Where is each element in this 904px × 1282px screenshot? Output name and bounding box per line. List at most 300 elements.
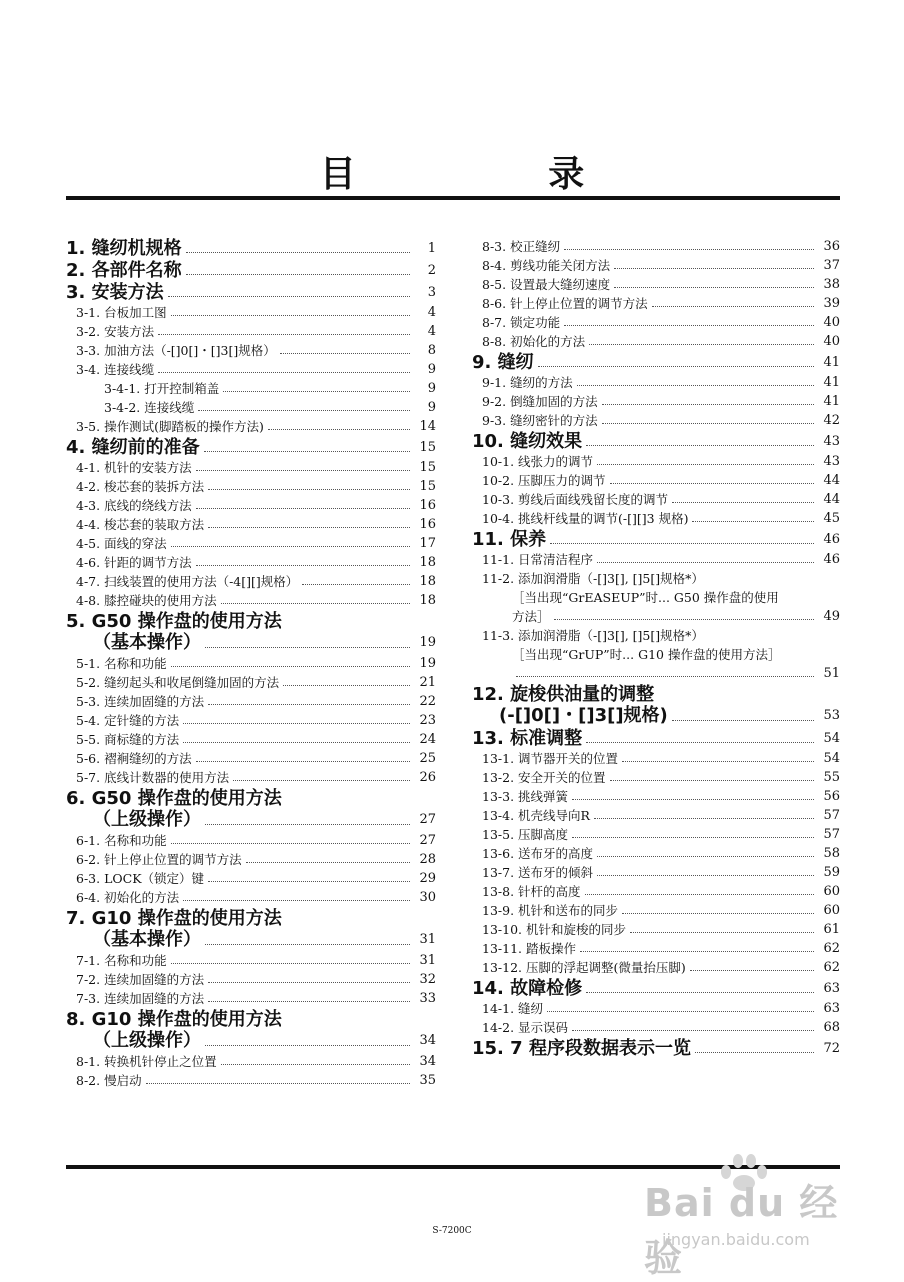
toc-entry-title: 6. G50 操作盘的使用方法 (66, 788, 282, 809)
toc-entry-title: 7-3. 连续加固缝的方法 (76, 991, 205, 1006)
toc-entry-title: 13-5. 压脚高度 (482, 827, 569, 842)
toc-entry-page: 27 (419, 833, 436, 848)
leader-dots (168, 296, 410, 297)
leader-dots (550, 543, 814, 544)
toc-entry-page: 4 (427, 324, 436, 339)
toc-entry-page: 58 (823, 846, 840, 861)
toc-entry-page: 51 (823, 666, 840, 681)
toc-entry (66, 692, 436, 711)
toc-entry (472, 863, 840, 882)
toc-entry-title: 13. 标准调整 (472, 728, 583, 749)
toc-entry-title: 3-1. 台板加工图 (76, 305, 167, 320)
leader-dots (221, 1064, 410, 1065)
toc-entry-title: 14-1. 缝纫 (482, 1001, 544, 1016)
leader-dots (158, 334, 410, 335)
toc-entry (472, 332, 840, 351)
toc-entry (472, 607, 840, 626)
toc-entry (66, 909, 436, 929)
toc-entry-title: 13-3. 挑线弹簧 (482, 789, 569, 804)
leader-dots (586, 742, 814, 743)
toc-entry (472, 901, 840, 920)
toc-entry-title: ［当出现“GrEASEUP”时... G50 操作盘的使用 (512, 590, 779, 605)
toc-entry (472, 373, 840, 392)
toc-entry-title: 3-3. 加油方法（-[]0[]・[]3[]规格） (76, 343, 276, 358)
toc-entry-page: 43 (823, 434, 840, 449)
toc-entry-page: 9 (427, 400, 436, 415)
toc-entry-page: 29 (419, 871, 436, 886)
toc-entry-page: 61 (823, 922, 840, 937)
toc-entry (472, 452, 840, 471)
toc-entry-page: 57 (823, 827, 840, 842)
leader-dots (602, 404, 814, 405)
toc-entry-page: 15 (419, 460, 436, 475)
toc-entry-page: 4 (427, 305, 436, 320)
toc-entry-page: 44 (823, 492, 840, 507)
leader-dots (564, 249, 814, 250)
toc-entry-page: 68 (823, 1020, 840, 1035)
toc-entry (472, 626, 840, 645)
toc-entry (472, 569, 840, 588)
toc-entry-title: 14. 故障检修 (472, 978, 583, 999)
leader-dots (205, 1045, 410, 1046)
toc-entry-title: 10-2. 压脚压力的调节 (482, 473, 606, 488)
toc-entry-page: 46 (823, 532, 840, 547)
toc-entry (472, 294, 840, 313)
toc-entry (472, 353, 840, 373)
leader-dots (614, 287, 814, 288)
toc-entry (66, 534, 436, 553)
toc-entry-title: （基本操作） (93, 929, 201, 950)
toc-entry (66, 572, 436, 591)
toc-entry-title: (-[]0[]・[]3[]规格) (499, 705, 668, 726)
toc-entry-title: 3-2. 安装方法 (76, 324, 155, 339)
toc-entry (472, 705, 840, 727)
toc-entry-page: 37 (823, 258, 840, 273)
toc-entry (66, 869, 436, 888)
toc-entry (66, 970, 436, 989)
toc-entry (472, 844, 840, 863)
toc-entry (472, 237, 840, 256)
leader-dots (597, 875, 814, 876)
toc-entry (472, 664, 840, 683)
toc-entry-title: 7. G10 操作盘的使用方法 (66, 908, 282, 929)
leader-dots (302, 584, 410, 585)
leader-dots (183, 723, 410, 724)
toc-entry (472, 958, 840, 977)
toc-entry-page: 18 (419, 593, 436, 608)
toc-entry (472, 490, 840, 509)
toc-entry (66, 850, 436, 869)
toc-entry-title: 5. G50 操作盘的使用方法 (66, 611, 282, 632)
toc-entry-title: （基本操作） (93, 632, 201, 653)
toc-entry-page: 31 (419, 953, 436, 968)
toc-entry-page: 41 (823, 394, 840, 409)
toc-entry-title: 3-4-1. 打开控制箱盖 (104, 381, 220, 396)
toc-entry-page: 40 (823, 334, 840, 349)
toc-entry-title: 7-2. 连续加固缝的方法 (76, 972, 205, 987)
toc-entry (66, 496, 436, 515)
leader-dots (208, 704, 410, 705)
toc-entry (472, 392, 840, 411)
toc-entry-page: 41 (823, 375, 840, 390)
toc-entry (472, 509, 840, 528)
toc-entry-title: 3-4-2. 连接线缆 (104, 400, 195, 415)
leader-dots (171, 666, 410, 667)
toc-entry (472, 685, 840, 705)
leader-dots (171, 963, 410, 964)
toc-entry-title: 5-1. 名称和功能 (76, 656, 167, 671)
toc-entry-page: 34 (419, 1033, 436, 1048)
toc-entry-page: 18 (419, 555, 436, 570)
toc-entry-page: 19 (419, 656, 436, 671)
toc-entry-title: 13-1. 调节器开关的位置 (482, 751, 619, 766)
leader-dots (597, 856, 814, 857)
toc-entry-page: 49 (823, 609, 840, 624)
toc-entry (472, 787, 840, 806)
toc-entry-title: 4-8. 膝控碰块的使用方法 (76, 593, 217, 608)
toc-entry-page: 43 (823, 454, 840, 469)
leader-dots (196, 470, 410, 471)
leader-dots (672, 720, 814, 721)
leader-dots (572, 799, 814, 800)
toc-entry-page: 8 (427, 343, 436, 358)
leader-dots (580, 951, 814, 952)
toc-entry (66, 303, 436, 322)
toc-entry-title: 13-4. 机壳线导向R (482, 808, 590, 823)
leader-dots (183, 742, 410, 743)
toc-entry-title: 11. 保养 (472, 529, 547, 550)
leader-dots (554, 619, 814, 620)
toc-entry-page: 27 (419, 812, 436, 827)
toc-entry-title: 4-1. 机针的安装方法 (76, 460, 192, 475)
toc-entry (472, 768, 840, 787)
leader-dots (208, 881, 410, 882)
toc-entry-title: 10-4. 挑线杆线量的调节(-[][]3 规格) (482, 511, 689, 526)
toc-entry (66, 1052, 436, 1071)
leader-dots (622, 913, 814, 914)
toc-entry-title: 8-8. 初始化的方法 (482, 334, 586, 349)
toc-entry (66, 239, 436, 259)
leader-dots (564, 325, 814, 326)
toc-entry (66, 711, 436, 730)
toc-entry-title: 9. 缝纫 (472, 352, 534, 373)
toc-entry (472, 999, 840, 1018)
toc-entry-title: 9-1. 缝纫的方法 (482, 375, 573, 390)
toc-entry-title: 1. 缝纫机规格 (66, 238, 182, 259)
toc-entry-title: 9-3. 缝纫密针的方法 (482, 413, 598, 428)
toc-entry-page: 54 (823, 731, 840, 746)
toc-entry-title: 3. 安装方法 (66, 282, 164, 303)
leader-dots (586, 445, 814, 446)
toc-entry-page: 55 (823, 770, 840, 785)
toc-entry-page: 60 (823, 903, 840, 918)
toc-entry (472, 729, 840, 749)
toc-entry-page: 39 (823, 296, 840, 311)
leader-dots (602, 423, 814, 424)
toc-entry-page: 60 (823, 884, 840, 899)
toc-entry-page: 42 (823, 413, 840, 428)
toc-entry-title: 4-2. 梭芯套的装拆方法 (76, 479, 205, 494)
toc-entry-page: 41 (823, 355, 840, 370)
leader-dots (205, 944, 410, 945)
toc-entry-title: 5-5. 商标缝的方法 (76, 732, 180, 747)
toc-entry-title: 9-2. 倒缝加固的方法 (482, 394, 598, 409)
toc-entry (472, 411, 840, 430)
toc-entry (472, 530, 840, 550)
toc-entry (66, 283, 436, 303)
toc-entry (66, 515, 436, 534)
toc-entry-page: 1 (427, 241, 436, 256)
toc-entry-page: 45 (823, 511, 840, 526)
toc-entry-title: （上级操作） (93, 809, 201, 830)
leader-dots (221, 603, 410, 604)
leader-dots (572, 1030, 814, 1031)
toc-entry-page: 9 (427, 381, 436, 396)
watermark-url: jingyan.baidu.com (662, 1230, 810, 1249)
toc-right-column (472, 237, 840, 1059)
toc-entry-title: 6-4. 初始化的方法 (76, 890, 180, 905)
toc-entry-title: 8-6. 针上停止位置的调节方法 (482, 296, 648, 311)
leader-dots (196, 761, 410, 762)
leader-dots (597, 562, 814, 563)
leader-dots (171, 315, 410, 316)
toc-entry-title: 6-1. 名称和功能 (76, 833, 167, 848)
toc-entry (66, 553, 436, 572)
toc-entry-title: 4-7. 扫线装置的使用方法（-4[][]规格） (76, 574, 299, 589)
toc-entry-title: 8-2. 慢启动 (76, 1073, 142, 1088)
toc-entry-title: 13-9. 机针和送布的同步 (482, 903, 619, 918)
toc-entry-page: 54 (823, 751, 840, 766)
toc-entry (66, 261, 436, 281)
toc-entry (66, 749, 436, 768)
toc-entry (66, 730, 436, 749)
leader-dots (196, 565, 410, 566)
toc-entry-page: 34 (419, 1054, 436, 1069)
leader-dots (597, 464, 814, 465)
leader-dots (186, 274, 410, 275)
toc-left-column (66, 237, 436, 1090)
leader-dots (589, 344, 814, 345)
toc-entry (472, 432, 840, 452)
leader-dots (208, 489, 410, 490)
leader-dots (158, 372, 410, 373)
toc-entry (66, 768, 436, 787)
toc-entry (472, 920, 840, 939)
toc-entry-page: 59 (823, 865, 840, 880)
toc-entry-page: 63 (823, 1001, 840, 1016)
toc-entry (472, 256, 840, 275)
toc-entry-title: 14-2. 显示误码 (482, 1020, 569, 1035)
toc-entry-title: 8-5. 设置最大缝纫速度 (482, 277, 611, 292)
toc-entry-page: 30 (419, 890, 436, 905)
toc-entry-title: 8-4. 剪线功能关闭方法 (482, 258, 611, 273)
watermark-brand: Bai du 经验 (644, 1181, 839, 1280)
leader-dots (672, 502, 814, 503)
toc-entry (472, 1018, 840, 1037)
toc-entry (66, 438, 436, 458)
toc-entry-page: 18 (419, 574, 436, 589)
toc-entry-title: 4-4. 梭芯套的装取方法 (76, 517, 205, 532)
toc-entry-page: 16 (419, 498, 436, 513)
toc-entry-page: 31 (419, 932, 436, 947)
leader-dots (208, 527, 410, 528)
toc-entry (66, 591, 436, 610)
toc-entry-title: 8-3. 校正缝纫 (482, 239, 561, 254)
toc-entry-title: 方法］ (512, 609, 550, 624)
toc-entry-title: 10. 缝纫效果 (472, 431, 583, 452)
toc-entry-page: 56 (823, 789, 840, 804)
toc-entry-title: 6-2. 针上停止位置的调节方法 (76, 852, 242, 867)
toc-entry-page: 72 (823, 1041, 840, 1056)
toc-entry (472, 806, 840, 825)
leader-dots (547, 1011, 814, 1012)
toc-entry-title: 3-5. 操作测试(脚踏板的操作方法) (76, 419, 264, 434)
toc-entry (472, 645, 840, 664)
toc-entry-title: 13-7. 送布牙的倾斜 (482, 865, 594, 880)
toc-entry (66, 951, 436, 970)
toc-entry (66, 632, 436, 654)
toc-entry (66, 654, 436, 673)
toc-entry (66, 398, 436, 417)
toc-entry-page: 28 (419, 852, 436, 867)
toc-entry-title: 10-3. 剪线后面线残留长度的调节 (482, 492, 669, 507)
leader-dots (572, 837, 814, 838)
leader-dots (146, 1083, 410, 1084)
toc-entry-title: 13-8. 针杆的高度 (482, 884, 581, 899)
leader-dots (652, 306, 814, 307)
toc-entry-page: 22 (419, 694, 436, 709)
toc-entry (472, 749, 840, 768)
toc-entry (66, 360, 436, 379)
toc-entry-page: 3 (427, 285, 436, 300)
leader-dots (280, 353, 410, 354)
toc-entry-page: 62 (823, 960, 840, 975)
toc-entry (472, 275, 840, 294)
toc-entry-title: （上级操作） (93, 1030, 201, 1051)
toc-entry (66, 809, 436, 831)
leader-dots (594, 818, 814, 819)
toc-entry (66, 929, 436, 951)
toc-entry-page: 35 (419, 1073, 436, 1088)
toc-entry-title: 11-1. 日常清洁程序 (482, 552, 594, 567)
toc-entry-title: 3-4. 连接线缆 (76, 362, 155, 377)
leader-dots (204, 451, 410, 452)
toc-entry-title: 5-2. 缝纫起头和收尾倒缝加固的方法 (76, 675, 280, 690)
toc-entry-title: 2. 各部件名称 (66, 260, 182, 281)
toc-entry (66, 379, 436, 398)
leader-dots (610, 483, 814, 484)
toc-entry (66, 417, 436, 436)
page-footer: S-7200C (432, 1226, 472, 1236)
toc-entry-title: 8-1. 转换机针停止之位置 (76, 1054, 217, 1069)
leader-dots (692, 521, 814, 522)
toc-entry-title: 4-6. 针距的调节方法 (76, 555, 192, 570)
toc-entry-page: 14 (419, 419, 436, 434)
toc-entry-page: 25 (419, 751, 436, 766)
toc-entry-title: 5-6. 褶裥缝纫的方法 (76, 751, 192, 766)
toc-entry-title: 13-11. 踏板操作 (482, 941, 576, 956)
toc-entry-page: 15 (419, 440, 436, 455)
toc-entry-title: 12. 旋梭供油量的调整 (472, 684, 655, 705)
toc-entry-page: 63 (823, 981, 840, 996)
leader-dots (268, 429, 410, 430)
leader-dots (233, 780, 410, 781)
toc-entry (472, 471, 840, 490)
toc-entry (66, 1071, 436, 1090)
leader-dots (171, 546, 410, 547)
leader-dots (538, 366, 814, 367)
toc-entry-page: 21 (419, 675, 436, 690)
leader-dots (205, 647, 410, 648)
leader-dots (585, 894, 814, 895)
toc-entry-page: 36 (823, 239, 840, 254)
toc-entry (472, 825, 840, 844)
toc-entry-title: 8. G10 操作盘的使用方法 (66, 1009, 282, 1030)
toc-entry (66, 322, 436, 341)
leader-dots (690, 970, 814, 971)
toc-entry-page: 26 (419, 770, 436, 785)
toc-entry-page: 23 (419, 713, 436, 728)
toc-entry-title: 13-10. 机针和旋梭的同步 (482, 922, 626, 937)
toc-entry (66, 888, 436, 907)
leader-dots (171, 843, 410, 844)
leader-dots (614, 268, 814, 269)
toc-entry-title: 6-3. LOCK（锁定）键 (76, 871, 205, 886)
toc-entry (66, 341, 436, 360)
leader-dots (622, 761, 814, 762)
toc-entry (472, 882, 840, 901)
leader-dots (283, 685, 410, 686)
leader-dots (610, 780, 814, 781)
leader-dots (208, 982, 410, 983)
leader-dots (186, 252, 410, 253)
toc-entry-title: 13-12. 压脚的浮起调整(微量抬压脚) (482, 960, 686, 975)
toc-entry (472, 588, 840, 607)
toc-entry-title: 11-3. 添加润滑脂（-[]3[], []5[]规格*） (482, 628, 704, 643)
toc-entry-page: 2 (427, 263, 436, 278)
toc-entry-title: 15. 7 程序段数据表示一览 (472, 1038, 691, 1059)
leader-dots (196, 508, 410, 509)
toc-entry-page: 46 (823, 552, 840, 567)
toc-entry-title: 8-7. 锁定功能 (482, 315, 561, 330)
toc-entry (472, 550, 840, 569)
leader-dots (586, 992, 814, 993)
toc-entry (472, 939, 840, 958)
toc-entry (66, 612, 436, 632)
leader-dots (208, 1001, 410, 1002)
watermark (642, 1152, 842, 1280)
toc-entry (472, 979, 840, 999)
toc-entry (66, 789, 436, 809)
leader-dots (223, 391, 410, 392)
toc-entry-page: 17 (419, 536, 436, 551)
toc-entry-title: 4-5. 面线的穿法 (76, 536, 167, 551)
toc-entry-page: 38 (823, 277, 840, 292)
toc-entry (472, 313, 840, 332)
toc-entry-title: 4. 缝纫前的准备 (66, 437, 200, 458)
toc-entry (66, 673, 436, 692)
toc-entry (472, 1039, 840, 1059)
leader-dots (198, 410, 410, 411)
toc-entry-title: 10-1. 线张力的调节 (482, 454, 594, 469)
toc-entry-title: 11-2. 添加润滑脂（-[]3[], []5[]规格*） (482, 571, 704, 586)
toc-entry-title: 5-4. 定针缝的方法 (76, 713, 180, 728)
toc-entry-page: 16 (419, 517, 436, 532)
toc-entry-page: 24 (419, 732, 436, 747)
page-title: 目 录 (319, 154, 675, 195)
toc-entry-page: 15 (419, 479, 436, 494)
toc-entry-page: 62 (823, 941, 840, 956)
